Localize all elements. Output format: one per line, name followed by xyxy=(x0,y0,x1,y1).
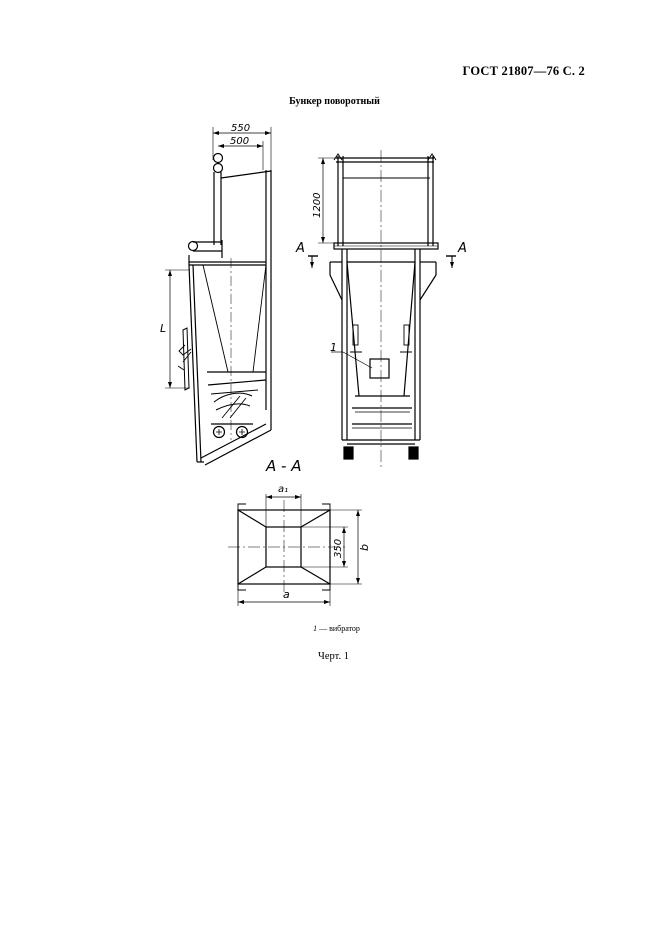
dim-1200-label: 1200 xyxy=(312,192,323,218)
section-mark-left: A xyxy=(296,241,305,256)
dim-a1-label: a₁ xyxy=(278,484,289,495)
legend-separator: — xyxy=(317,624,330,633)
dim-a-label: a xyxy=(283,588,290,601)
section-mark-right: A xyxy=(458,241,467,256)
legend-caption xyxy=(0,624,661,633)
dim-550-label: 550 xyxy=(231,123,251,134)
front-view xyxy=(308,150,456,470)
dim-l-label: L xyxy=(160,322,167,335)
legend-number: 1 xyxy=(313,624,318,633)
document-header: ГОСТ 21807—76 С. 2 xyxy=(462,64,585,78)
figure-label: Черт. 1 xyxy=(318,651,349,662)
dim-b-label: b xyxy=(358,544,371,551)
legend-text: вибратор xyxy=(329,624,360,633)
side-view xyxy=(165,127,271,465)
drawing-title: Бункер поворотный xyxy=(289,96,380,107)
dim-500-label: 500 xyxy=(230,136,250,147)
dim-350-label: 350 xyxy=(333,538,344,558)
callout-1-label: 1 xyxy=(330,341,337,354)
section-title: A - A xyxy=(266,457,302,475)
